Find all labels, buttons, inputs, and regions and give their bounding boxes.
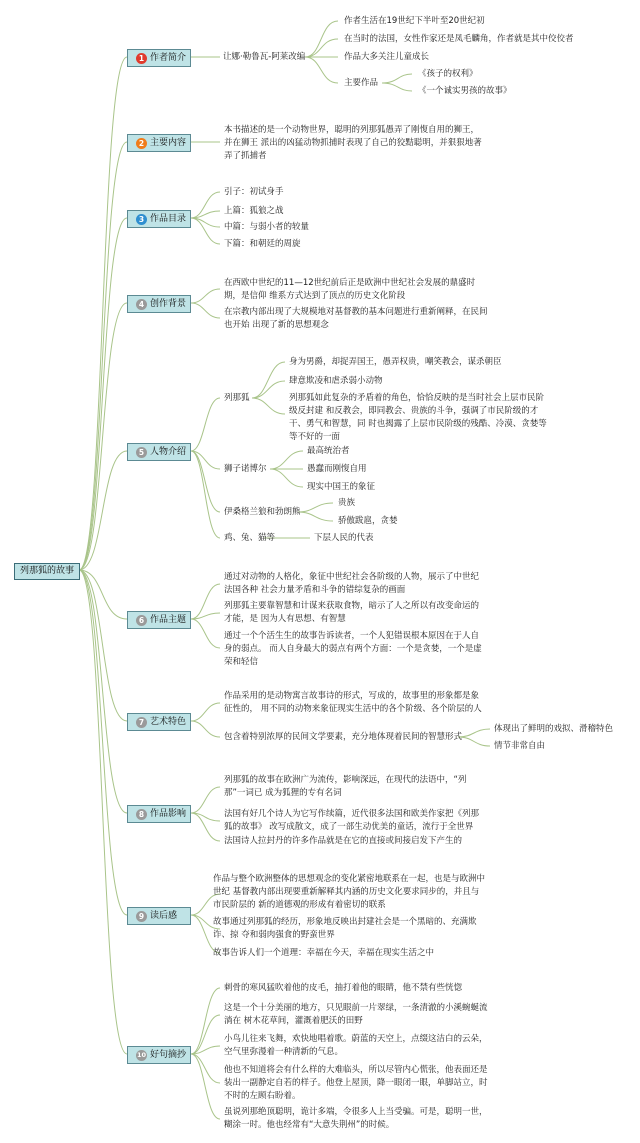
influence-item: 列那狐的故事在欧洲广为流传，影响深远，在现代的法语中，“列那”一词已 成为狐狸的专有名词: [224, 775, 467, 798]
topic-node-author: [127, 49, 191, 67]
chapter-item: 引子：初试身手: [224, 187, 284, 197]
topic-node-influence: [127, 805, 191, 823]
root-node: 列那狐的故事: [14, 563, 80, 580]
topic-label: 好句摘抄: [150, 1050, 187, 1060]
character-trait: 愚蠢而刚愎自用: [307, 464, 367, 474]
theme-item: 列那狐主要靠智慧和计谋来获取食物，暗示了人之所以有改变命运的才能，是 因为人有思想、有智慧: [224, 601, 480, 624]
topic-node-content: [127, 134, 191, 152]
topic-node-review: [127, 907, 191, 925]
chapter-item: 中篇：与弱小者的较量: [224, 222, 310, 232]
theme-item: 通过对动物的人格化，象征中世纪社会各阶级的人物，展示了中世纪法国各种 社会力量矛盾和斗争的错综复杂的画面: [224, 572, 480, 595]
character-trait: 身为男爵，却捉弄国王，愚弄权贵，嘲笑教会，谋杀朝臣: [289, 357, 502, 367]
work-title: 《一个诚实男孩的故事》: [418, 86, 512, 96]
art-subfeature: 情节非常自由: [494, 741, 546, 751]
author-name: 让娜·勒鲁瓦-阿莱改编: [223, 52, 306, 62]
influence-item: 法国有好几个诗人为它写作续篇，近代很多法国和欧美作家把《列那狐的故事》 改写成散文，成了一部生动优美的童话，流行于全世界: [224, 809, 480, 832]
topic-node-contents: [127, 210, 191, 228]
quote-item: 刺骨的寒风猛吹着他的皮毛，抽打着他的眼睛，他不禁有些恍惚: [224, 983, 463, 993]
art-feature: 包含着特别浓厚的民间文学要素，充分地体现着民间的智慧形式: [224, 732, 463, 742]
priority-7-icon: 7: [136, 717, 147, 728]
character-wolf-bear: 伊桑格兰狼和勃朗熊: [224, 507, 301, 517]
topic-label: 艺术特色: [150, 717, 187, 727]
quote-item: 虽说列那绝顶聪明，诡计多端，令很多人上当受骗。可是，聪明一世，糊涂一时。他也经常有“大意失荆州”的时候。: [224, 1107, 488, 1130]
priority-5-icon: 5: [136, 447, 147, 458]
topic-label: 作品主题: [150, 615, 187, 625]
priority-2-icon: 2: [136, 138, 147, 149]
influence-item: 法国诗人拉封丹的许多作品就是在它的直接或间接启发下产生的: [224, 836, 463, 846]
work-title: 《孩子的权利》: [418, 69, 478, 79]
priority-10-icon: 10: [136, 1051, 147, 1059]
priority-3-icon: 3: [136, 214, 147, 225]
background-item: 在宗教内部出现了大规模地对基督教的基本问题进行重新阐释，在民间也开始 出现了新的思想观念: [224, 307, 488, 330]
art-subfeature: 体现出了鲜明的戏拟、滑稽特色: [494, 724, 614, 734]
character-trait: 现实中国王的象征: [307, 482, 376, 492]
priority-4-icon: 4: [136, 299, 147, 310]
character-trait: 下层人民的代表: [314, 533, 374, 543]
chapter-item: 下篇：和朝廷的周旋: [224, 239, 301, 249]
character-lion: 狮子诺博尔: [224, 464, 267, 474]
review-item: 故事通过列那狐的经历，形象地反映出封建社会是一个黑暗的、充满欺诈、掠 夺和弱肉强食的野蛮世界: [213, 917, 477, 940]
topic-node-background: [127, 295, 191, 313]
priority-1-icon: 1: [136, 53, 147, 64]
topic-node-theme: [127, 611, 191, 629]
art-feature: 作品采用的是动物寓言故事诗的形式，写成的，故事里的形象都是象征性的， 用不同的动物来象征现实生活中的各个阶级、各个阶层的人: [224, 691, 482, 714]
topic-label: 作品影响: [150, 809, 187, 819]
author-fact: 作者生活在19世纪下半叶至20世纪初: [344, 16, 485, 26]
author-fact: 在当时的法国，女性作家还是凤毛麟角，作者就是其中佼佼者: [344, 34, 574, 44]
topic-node-art: [127, 713, 191, 731]
topic-label: 作品目录: [150, 214, 187, 224]
quote-item: 小鸟儿往来飞舞，欢快地唱着歌。蔚蓝的天空上，点缀这洁白的云朵，空气里弥漫着一种清新的气息。: [224, 1034, 488, 1057]
chapter-item: 上篇：狐狼之战: [224, 206, 284, 216]
character-fox: 列那狐: [224, 393, 250, 403]
topic-node-characters: [127, 443, 191, 461]
quote-item: 他也不知道将会有什么样的大难临头，所以尽管内心慌张，他表面还是装出一副静定自若的样子。他登上屋顶，降一眼闭一眼，单脚站立，时不时的左顾右盼着。: [224, 1065, 488, 1101]
character-trait: 贵族: [338, 498, 356, 508]
character-small-animals: 鸡、兔、猫等: [224, 533, 276, 543]
priority-6-icon: 6: [136, 615, 147, 626]
quote-item: 这是一个十分美丽的地方，只见眼前一片翠绿，一条清澈的小溪蜿蜒流淌在 树木花草间，灌溉着肥沃的田野: [224, 1003, 488, 1026]
topic-label: 读后感: [150, 911, 178, 921]
topic-label: 创作背景: [150, 299, 187, 309]
topic-label: 作者简介: [150, 53, 187, 63]
content-summary: 本书描述的是一个动物世界，聪明的列那狐愚弄了刚愎自用的狮王，并在狮王 派出的凶猛动物抓捕时表现了自己的狡黠聪明，并狠狠地著弄了抓捕者: [224, 125, 482, 161]
priority-8-icon: 8: [136, 809, 147, 820]
character-trait: 列那狐如此复杂的矛盾着的角色，恰恰反映的是当时社会上层市民阶级反封建 和反教会，即同教会、贵族的斗争，强调了市民阶级的才干、勇气和智慧，同 时也揭露了上层市民阶级的残酷、冷漠、贪婪等等不好的一面: [289, 393, 547, 442]
review-item: 故事告诉人们一个道理：幸福在今天，幸福在现实生活之中: [213, 948, 435, 958]
background-item: 在西欧中世纪的11—12世纪前后正是欧洲中世纪社会发展的鼎盛时期，是信仰 维系方式达到了顶点的历史文化阶段: [224, 278, 476, 301]
topic-label: 人物介绍: [150, 447, 187, 457]
theme-item: 通过一个个活生生的故事告诉读者，一个人犯错误根本原因在于人自身的弱点。 而人自身最大的弱点有两个方面：一个是贪婪，一个是虚荣和轻信: [224, 631, 482, 667]
works-label: 主要作品: [344, 78, 379, 88]
character-trait: 最高统治者: [307, 446, 350, 456]
priority-9-icon: 9: [136, 911, 147, 922]
author-fact: 作品大多关注儿童成长: [344, 52, 430, 62]
topic-node-quotes: [127, 1046, 191, 1064]
character-trait: 骄傲跋扈，贪婪: [338, 516, 398, 526]
topic-label: 主要内容: [150, 138, 187, 148]
character-trait: 肆意欺凌和虐杀弱小动物: [289, 376, 383, 386]
review-item: 作品与整个欧洲整体的思想观念的变化紧密地联系在一起，也是与欧洲中世纪 基督教内部出现要重新解释其内涵的历史文化要求同步的，并且与市民阶层的 新的道德观的形成有着密切的联系: [213, 874, 486, 910]
